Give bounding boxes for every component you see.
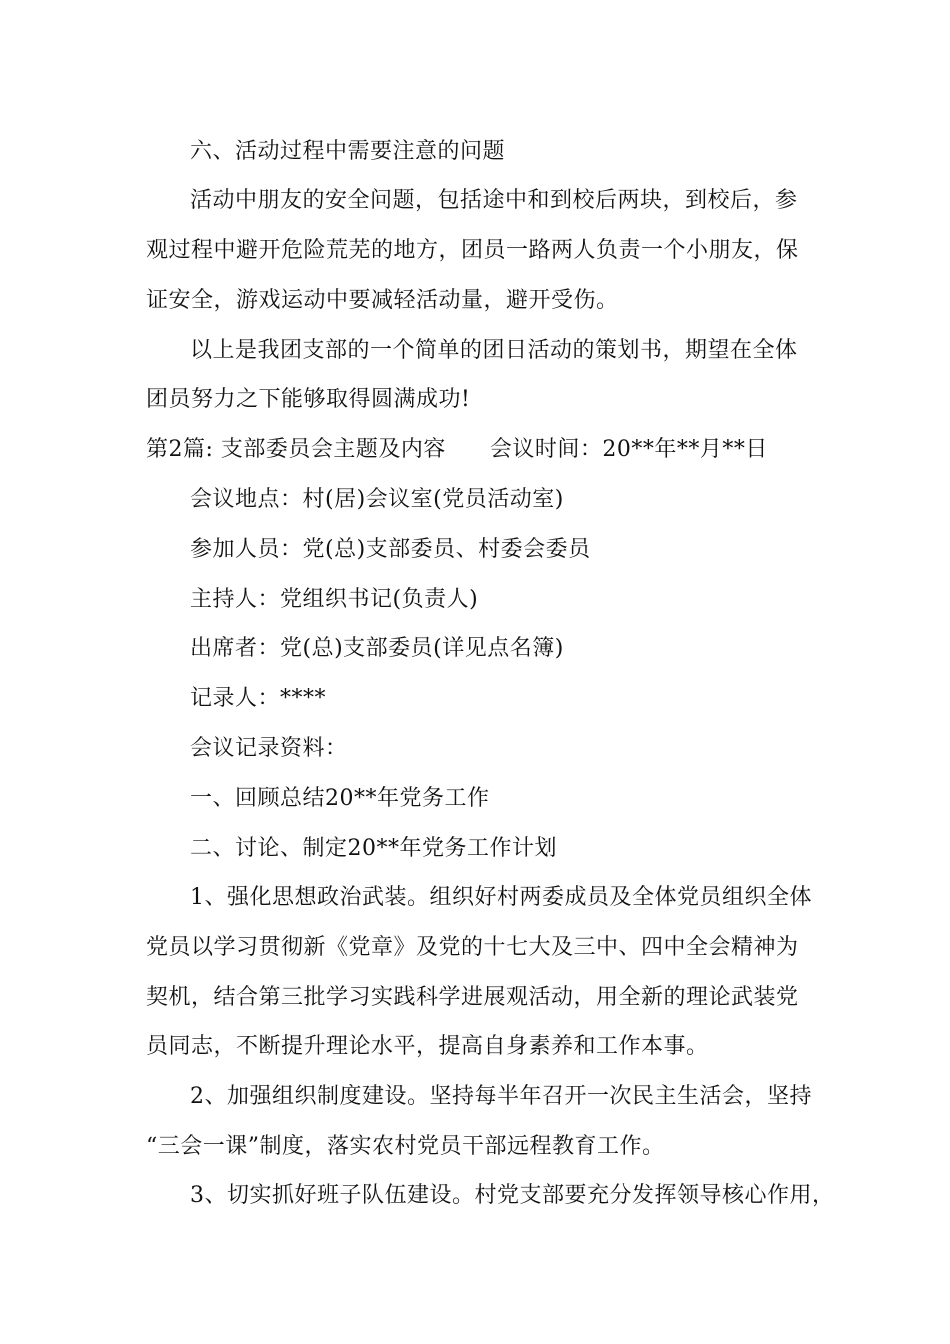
paragraph-line: 活动中朋友的安全问题，包括途中和到校后两块，到校后，参: [190, 188, 798, 213]
paragraph-line: 观过程中避开危险荒芜的地方，团员一路两人负责一个小朋友，保: [146, 238, 799, 263]
meeting-host: 主持人：党组织书记(负责人): [190, 587, 479, 612]
section-heading: 六、活动过程中需要注意的问题: [190, 139, 506, 164]
meeting-time: 会议时间：20**年**月**日: [489, 437, 768, 462]
paragraph-line: 契机，结合第三批学习实践科学进展观活动，用全新的理论武装党: [146, 985, 799, 1010]
paragraph-line: 3、切实抓好班子队伍建设。村党支部要充分发挥领导核心作用，: [190, 1183, 835, 1208]
paragraph-line: 党员以学习贯彻新《党章》及党的十七大及三中、四中全会精神为: [146, 935, 799, 960]
paragraph-line: “三会一课”制度，落实农村党员干部远程教育工作。: [146, 1134, 665, 1159]
agenda-item: 二、讨论、制定20**年党务工作计划: [190, 836, 557, 861]
paragraph-line: 证安全，游戏运动中要减轻活动量，避开受伤。: [146, 288, 619, 313]
meeting-recorder: 记录人：****: [190, 686, 327, 711]
paragraph-line: 以上是我团支部的一个简单的团日活动的策划书，期望在全体: [190, 338, 798, 363]
article-title-line: [146, 435, 768, 465]
minutes-heading: 会议记录资料：: [190, 736, 348, 761]
meeting-attendees: 出席者：党(总)支部委员(详见点名簿): [190, 636, 564, 661]
meeting-location: 会议地点：村(居)会议室(党员活动室): [190, 487, 564, 512]
agenda-item: 一、回顾总结20**年党务工作: [190, 786, 490, 811]
paragraph-line: 员同志，不断提升理论水平，提高自身素养和工作本事。: [146, 1034, 709, 1059]
article-title: 第2篇: 支部委员会主题及内容: [146, 437, 446, 462]
paragraph-line: 2、加强组织制度建设。坚持每半年召开一次民主生活会，坚持: [190, 1084, 812, 1109]
meeting-participants: 参加人员：党(总)支部委员、村委会委员: [190, 537, 591, 562]
paragraph-line: 团员努力之下能够取得圆满成功!: [146, 387, 471, 412]
paragraph-line: 1、强化思想政治武装。组织好村两委成员及全体党员组织全体: [190, 885, 812, 910]
